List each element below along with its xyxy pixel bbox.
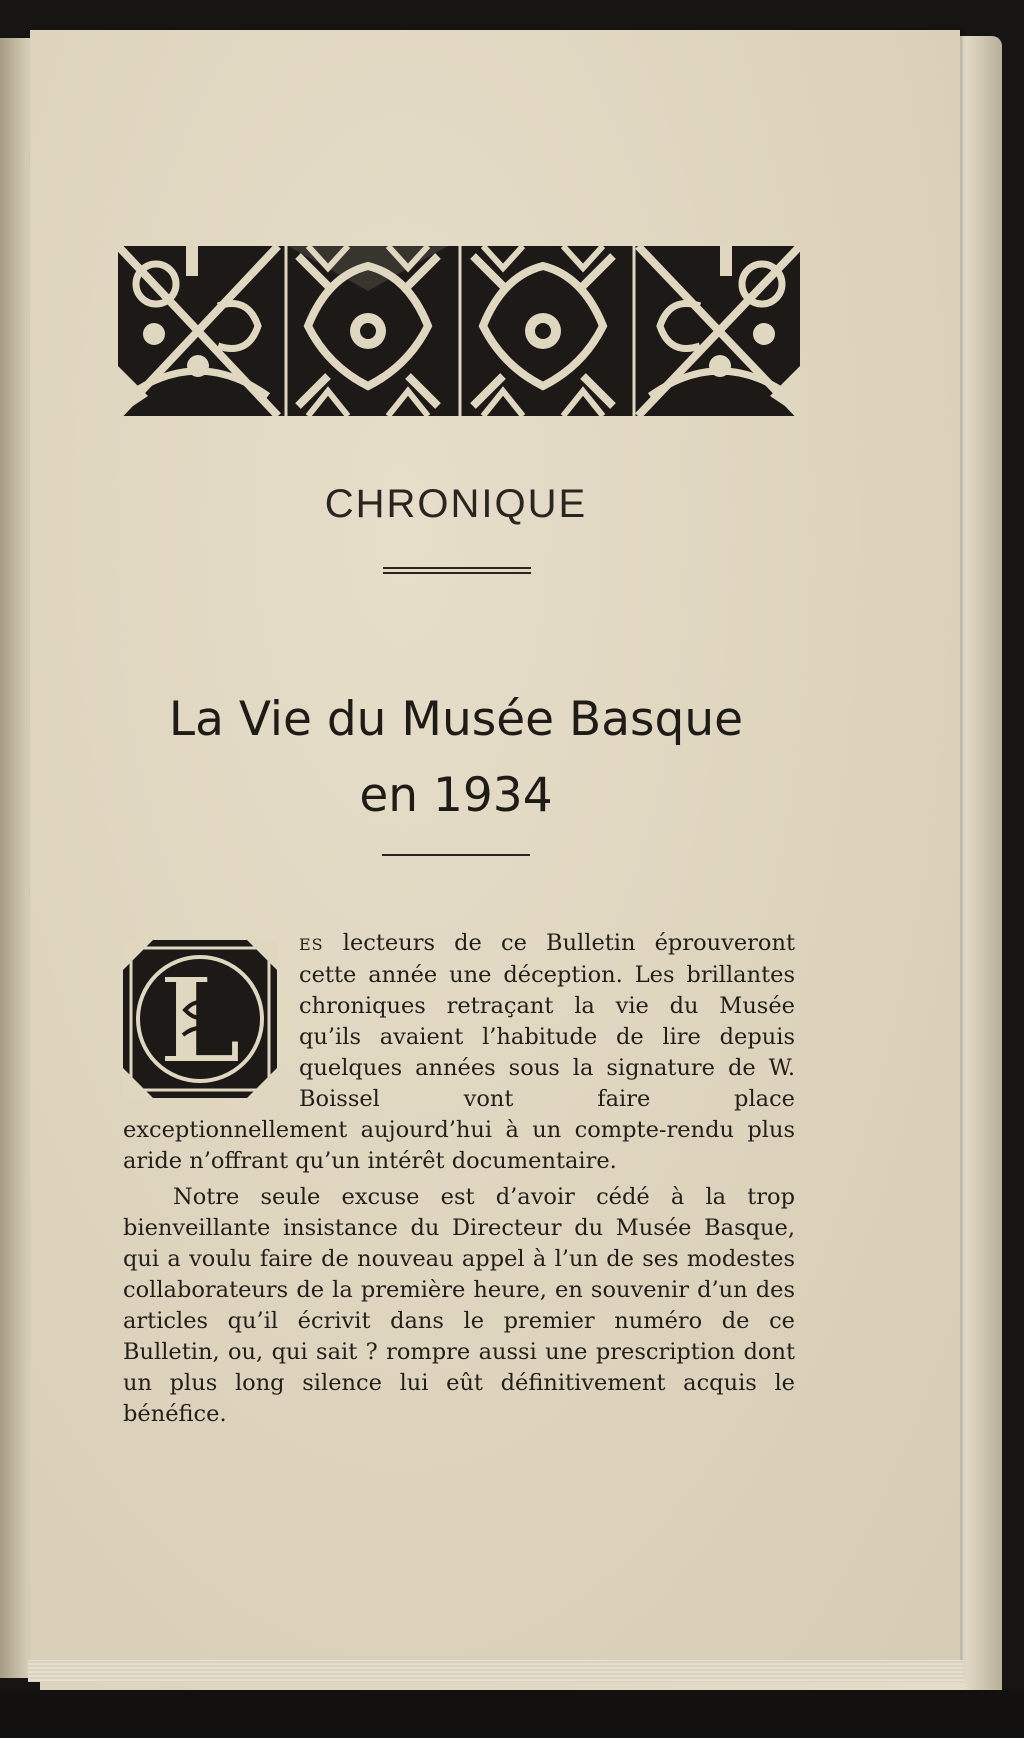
article-title-line-1: La Vie du Musée Basque: [168, 692, 744, 747]
dropcap-letter: L: [158, 951, 242, 1090]
ornamental-header-band: [118, 246, 800, 416]
paragraph-1-text: lecteurs de ce Bulletin éprouveront cette année une déception. Les brillantes chroniques retraçant la vie du Musée qu’ils avaient l’habitude de lire depuis quelques années sous la signature de W. Boissel vont faire place exceptionnellement aujourd’hui à un compte-rendu plus aride n’offrant qu’un intérêt documentaire.: [123, 930, 795, 1174]
section-heading: CHRONIQUE: [324, 482, 588, 526]
article-body: [123, 928, 795, 1430]
paragraph-2: Notre seule excuse est d’avoir cédé à la trop bienveillante insistance du Directeur du Musée Basque, qui a voulu faire de nouveau appel à l’un de ses modestes collaborateurs de la première heure, en souvenir d’un des articles qu’il écrivit dans le premier numéro de ce Bulletin, ou, qui sait ? rompre aussi une prescription dont un plus long silence lui eût définitivement acquis le bénéfice.: [123, 1184, 795, 1427]
double-rule-divider: [383, 567, 531, 575]
book-page: [30, 30, 960, 1678]
article-title-line-2: en 1934: [359, 768, 553, 823]
dropcap-spacer: [123, 928, 299, 1114]
single-rule-divider: [382, 854, 530, 856]
scan-background: [0, 1690, 1024, 1738]
bottom-page-edges: [28, 1660, 964, 1682]
paragraph-1-small-caps: ES: [299, 935, 324, 954]
